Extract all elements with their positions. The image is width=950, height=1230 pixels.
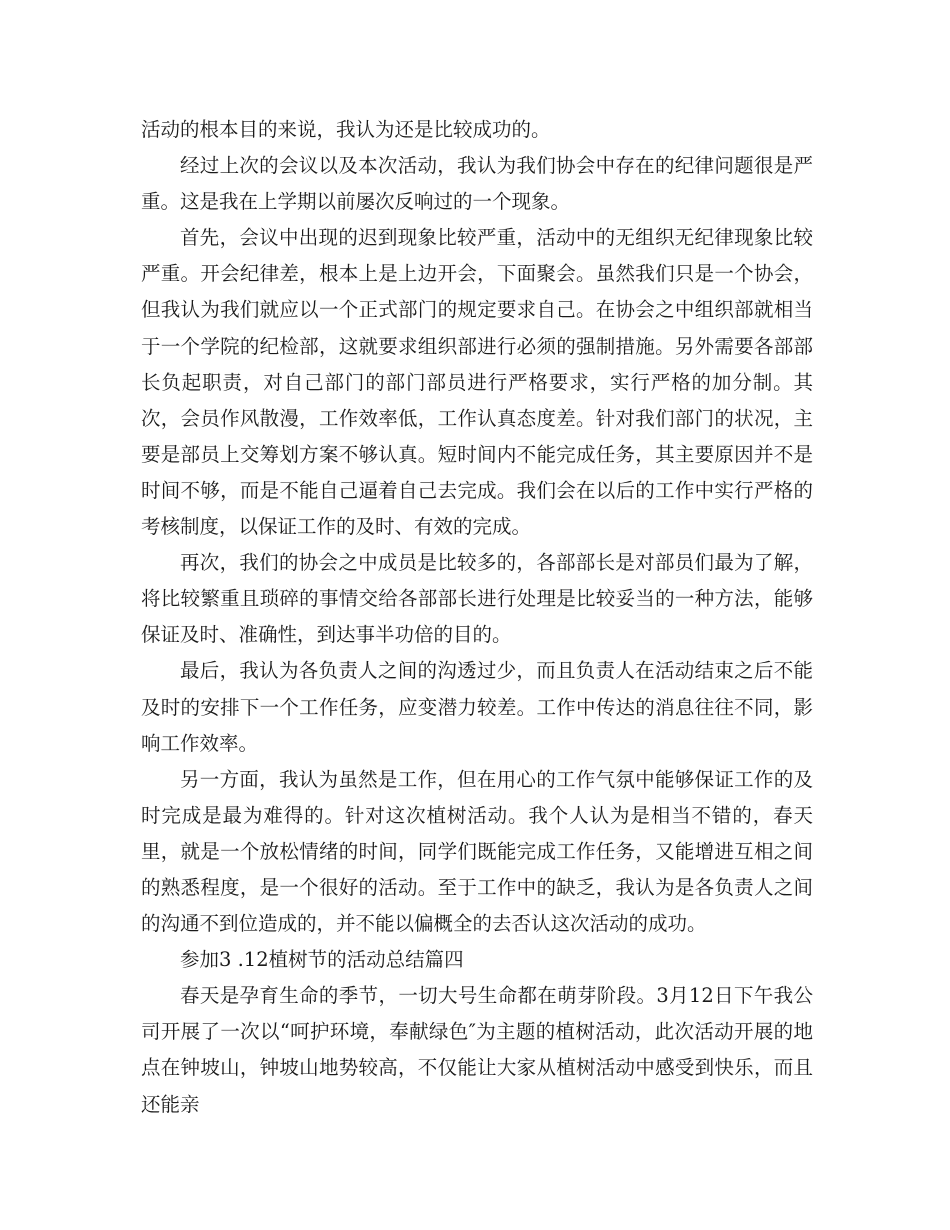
paragraph-other-aspect: 另一方面，我认为虽然是工作，但在用心的工作气氛中能够保证工作的及时完成是最为难得的。针对这次植树活动。我个人认为是相当不错的，春天里，就是一个放松情绪的时间，同学们既能完成工作任务，又能增进互相之间的熟悉程度，是一个很好的活动。至于工作中的缺乏，我认为是各负责人之间的沟通不到位造成的，并不能以偏概全的去否认这次活动的成功。 [141,767,813,936]
paragraph-last-point: 最后，我认为各负责人之间的沟透过少，而且负责人在活动结束之后不能及时的安排下一个工作任务，应变潜力较差。工作中传达的消息往往不同，影响工作效率。 [141,659,813,755]
document-body [141,112,813,1123]
paragraph-continuation: 活动的根本目的来说，我认为还是比较成功的。 [141,118,551,141]
section-heading: 参加3 .12植树节的活动总结篇四 [180,948,464,972]
paragraph-second-point: 再次，我们的协会之中成员是比较多的，各部部长是对部员们最为了解，将比较繁重且琐碎的事情交给各部部长进行处理是比较妥当的一种方法，能够保证及时、准确性，到达事半功倍的目的。 [141,551,813,647]
paragraph-first-point: 首先，会议中出现的迟到现象比较严重，活动中的无组织无纪律现象比较严重。开会纪律差，根本上是上边开会，下面聚会。虽然我们只是一个协会，但我认为我们就应以一个正式部门的规定要求自己。在协会之中组织部就相当于一个学院的纪检部，这就要求组织部进行必须的强制措施。另外需要各部部长负起职责，对自己部门的部门部员进行严格要求，实行严格的加分制。其次，会员作风散漫，工作效率低，工作认真态度差。针对我们部门的状况，主要是部员上交筹划方案不够认真。短时间内不能完成任务，其主要原因并不是时间不够，而是不能自己逼着自己去完成。我们会在以后的工作中实行严格的考核制度，以保证工作的及时、有效的完成。 [141,226,813,539]
paragraph-spring-activity: 春天是孕育生命的季节，一切大号生命都在萌芽阶段。3月12日下午我公司开展了一次以“呵护环境，奉献绿色″为主题的植树活动，此次活动开展的地点在钟坡山，钟坡山地势较高，不仅能让大家从植树活动中感受到快乐，而且还能亲 [141,984,813,1116]
paragraph-discipline-problem: 经过上次的会议以及本次活动，我认为我们协会中存在的纪律问题很是严重。这是我在上学期以前屡次反响过的一个现象。 [141,154,813,214]
